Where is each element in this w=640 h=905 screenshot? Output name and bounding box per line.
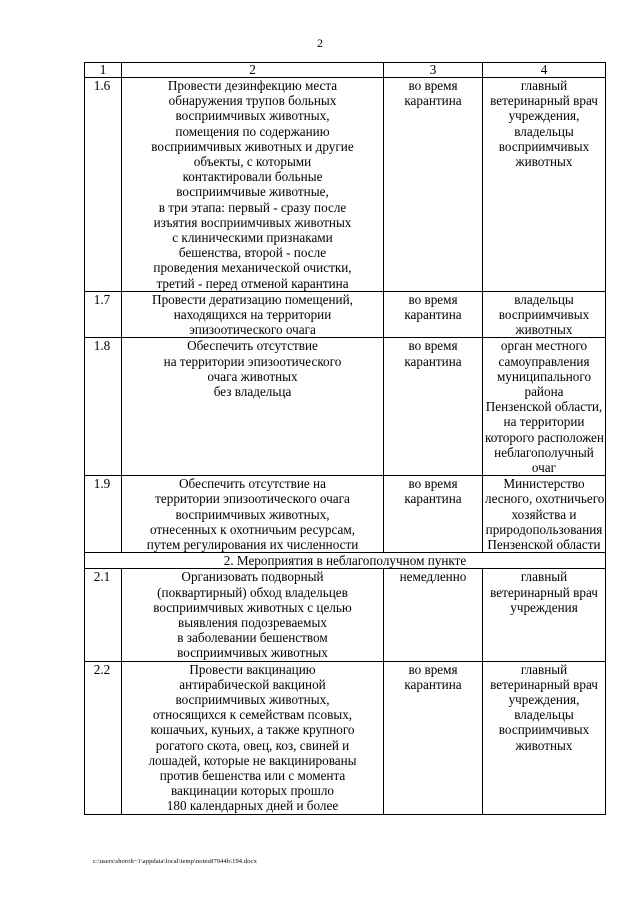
responsible-line: очаг <box>531 460 557 476</box>
responsible-cell <box>483 476 606 553</box>
measure-line: Провести вакцинацию <box>189 661 316 677</box>
term-cell <box>384 569 483 661</box>
header-col-1: 1 <box>85 63 122 78</box>
responsible-line: неблагополучный <box>494 444 594 460</box>
measure-line: с клиническими признаками <box>172 230 333 246</box>
measure-cell <box>122 476 384 553</box>
responsible-line: главный <box>520 78 568 93</box>
measure-line: очага животных <box>207 368 298 384</box>
page-number: 2 <box>317 36 323 50</box>
responsible-line: владельцы <box>514 707 574 723</box>
measure-line: против бешенства или с момента <box>159 767 346 783</box>
responsible-line: ветеринарный врач <box>490 676 598 692</box>
measure-line: помещения по содержанию <box>175 123 330 139</box>
term-line: во время <box>408 661 458 677</box>
measure-line: восприимчивые животные, <box>176 184 329 200</box>
header-col-2: 2 <box>122 63 384 78</box>
term-cell <box>384 78 483 292</box>
responsible-line: хозяйства и <box>511 506 577 522</box>
measure-cell <box>122 291 384 338</box>
responsible-line: Пензенской области, <box>485 399 603 415</box>
term-line: во время <box>408 291 458 307</box>
responsible-line: Министерство <box>503 476 585 492</box>
measure-line: восприимчивых животных и другие <box>151 138 354 154</box>
row-number: 1.7 <box>85 291 122 338</box>
measure-line: Провести дератизацию помещений, <box>152 291 353 307</box>
row-number: 2.1 <box>85 569 122 661</box>
responsible-line: лесного, охотничьего <box>485 491 605 507</box>
measure-line: обнаружения трупов больных <box>168 93 337 109</box>
measure-line: в заболевании бешенством <box>177 630 328 646</box>
measure-line: антирабической вакциной <box>179 676 326 692</box>
measure-line: Обеспечить отсутствие на <box>179 476 326 492</box>
responsible-cell <box>483 569 606 661</box>
table-row <box>85 569 606 661</box>
table-header-row <box>85 63 606 78</box>
measure-cell <box>122 661 384 814</box>
measure-line: восприимчивых животных, <box>175 691 330 707</box>
measure-line: путем регулирования их численности <box>146 537 359 553</box>
measure-cell <box>122 338 384 476</box>
measure-cell <box>122 569 384 661</box>
measure-line: кошачьих, куньих, а также крупного <box>150 722 355 738</box>
section-row <box>85 553 606 569</box>
responsible-line: восприимчивых <box>498 138 590 154</box>
measure-line: Обеспечить отсутствие <box>187 338 318 354</box>
responsible-line: района <box>524 384 564 400</box>
responsible-line: главный <box>520 661 568 677</box>
responsible-line: природопользования <box>485 521 603 537</box>
measure-line: 180 календарных дней и более <box>166 798 339 814</box>
measure-line: третий - перед отменой карантина <box>156 275 349 291</box>
measure-line: без владельца <box>213 384 292 400</box>
term-cell <box>384 661 483 814</box>
measure-cell <box>122 78 384 292</box>
responsible-line: орган местного <box>500 338 588 354</box>
responsible-cell <box>483 338 606 476</box>
table-row <box>85 338 606 476</box>
measures-table <box>84 62 606 815</box>
responsible-line: Пензенской области <box>487 537 601 553</box>
term-cell <box>384 476 483 553</box>
responsible-line: животных <box>515 737 573 753</box>
responsible-line: восприимчивых <box>498 722 590 738</box>
responsible-line: ветеринарный врач <box>490 584 598 600</box>
term-line: немедленно <box>399 569 467 585</box>
responsible-line: учреждения, <box>508 691 580 707</box>
responsible-cell <box>483 78 606 292</box>
term-line: во время <box>408 338 458 354</box>
table-row <box>85 661 606 814</box>
file-path-footer: c:\users\shoroh~1\appdata\local\temp\notes87944b\194.docx <box>93 858 257 865</box>
measure-line: изъятия восприимчивых животных <box>153 214 352 230</box>
responsible-line: которого расположен <box>485 429 604 445</box>
measure-line: восприимчивых животных, <box>175 506 330 522</box>
measure-line: восприимчивых животных с целью <box>153 599 352 615</box>
responsible-cell <box>483 291 606 338</box>
responsible-line: муниципального <box>496 368 592 384</box>
term-cell <box>384 338 483 476</box>
measure-line: Провести дезинфекцию места <box>167 78 338 93</box>
measure-line: восприимчивых животных <box>177 645 328 661</box>
term-line: карантина <box>404 491 462 507</box>
measure-line: эпизоотического очага <box>189 322 316 338</box>
measure-line: (поквартирный) обход владельцев <box>157 584 348 600</box>
measure-line: лошадей, которые не вакцинированы <box>148 752 357 768</box>
term-line: карантина <box>404 676 462 692</box>
measure-line: находящихся на территории <box>173 307 332 323</box>
row-number: 1.9 <box>85 476 122 553</box>
measure-line: территории эпизоотического очага <box>155 491 350 507</box>
measure-line: относящихся к семействам псовых, <box>152 707 353 723</box>
term-cell <box>384 291 483 338</box>
term-line: карантина <box>404 353 462 369</box>
responsible-line: восприимчивых <box>498 307 590 323</box>
measure-line: в три этапа: первый - сразу после <box>158 199 347 215</box>
measure-line: отнесенных к охотничьим ресурсам, <box>149 521 355 537</box>
measure-line: проведения механической очистки, <box>153 260 352 276</box>
responsible-line: учреждения <box>510 599 578 615</box>
section-title: 2. Мероприятия в неблагополучном пункте <box>85 553 606 569</box>
responsible-line: учреждения, <box>508 108 580 124</box>
term-line: во время <box>408 476 458 492</box>
measure-line: выявления подозреваемых <box>178 614 327 630</box>
responsible-line: на территории <box>503 414 585 430</box>
responsible-line: владельцы <box>514 291 574 307</box>
measure-line: контактировали больные <box>182 169 323 185</box>
measure-line: на территории эпизоотического <box>163 353 342 369</box>
responsible-line: самоуправления <box>498 353 590 369</box>
term-line: карантина <box>404 307 462 323</box>
measure-line: вакцинации которых прошло <box>170 783 335 799</box>
row-number: 2.2 <box>85 661 122 814</box>
measure-line: бешенства, второй - после <box>178 245 327 261</box>
term-line: во время <box>408 78 458 93</box>
row-number: 1.8 <box>85 338 122 476</box>
measure-line: Организовать подворный <box>181 569 324 585</box>
header-col-4: 4 <box>483 63 606 78</box>
measure-line: рогатого скота, овец, коз, свиней и <box>155 737 350 753</box>
term-line: карантина <box>404 93 462 109</box>
table-row <box>85 291 606 338</box>
table-row <box>85 78 606 292</box>
responsible-line: главный <box>520 569 568 585</box>
responsible-line: животных <box>515 154 573 170</box>
header-col-3: 3 <box>384 63 483 78</box>
responsible-line: животных <box>515 322 573 338</box>
measure-line: восприимчивых животных, <box>175 108 330 124</box>
responsible-cell <box>483 661 606 814</box>
responsible-line: ветеринарный врач <box>490 93 598 109</box>
measure-line: объекты, с которыми <box>193 154 312 170</box>
table-row <box>85 476 606 553</box>
row-number: 1.6 <box>85 78 122 292</box>
responsible-line: владельцы <box>514 123 574 139</box>
